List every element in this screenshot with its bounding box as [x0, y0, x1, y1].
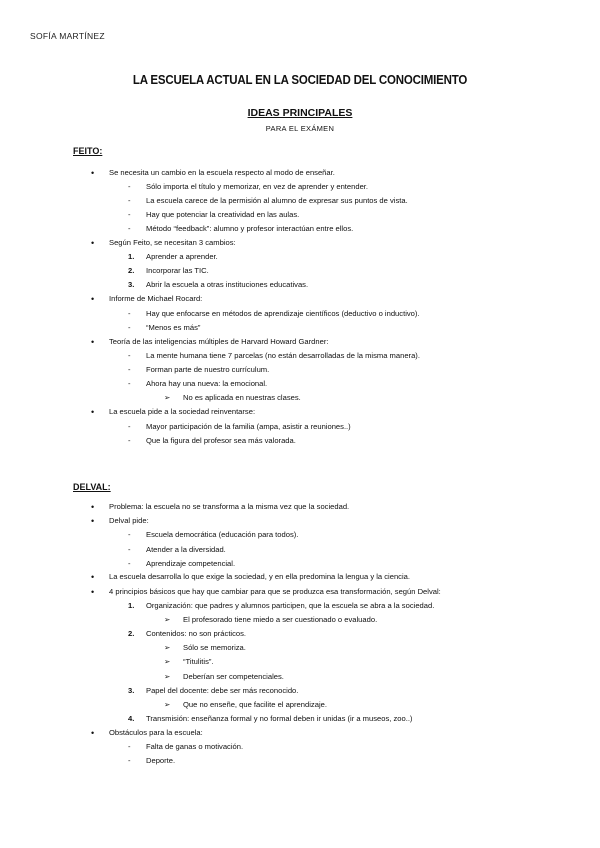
bullet-marker: •: [91, 238, 95, 248]
list-item: Informe de Michael Rocard:: [109, 294, 203, 303]
list-item: “Titulitis”.: [183, 657, 214, 666]
dash-marker: -: [128, 545, 131, 554]
list-item: Aprender a aprender.: [146, 252, 218, 261]
list-item: La escuela carece de la permisión al alumno de expresar sus puntos de vista.: [146, 196, 408, 205]
document-title: LA ESCUELA ACTUAL EN LA SOCIEDAD DEL CONOCIMIENTO: [132, 73, 468, 87]
list-item: Hay que enfocarse en métodos de aprendizaje científicos (deductivo o inductivo).: [146, 309, 420, 318]
list-item: Atender a la diversidad.: [146, 545, 226, 554]
number-marker: 1.: [128, 601, 135, 610]
dash-marker: -: [128, 559, 131, 568]
list-item: Sólo se memoriza.: [183, 643, 246, 652]
list-item: Contenidos: no son prácticos.: [146, 629, 247, 638]
dash-marker: -: [128, 196, 131, 205]
number-marker: 3.: [128, 686, 135, 695]
list-item: Se necesita un cambio en la escuela respecto al modo de enseñar.: [109, 168, 335, 177]
list-item: Escuela democrática (educación para todos).: [146, 530, 299, 539]
dash-marker: -: [128, 351, 131, 360]
arrow-marker-icon: ➢: [164, 700, 171, 709]
arrow-marker-icon: ➢: [164, 643, 171, 652]
list-item: 4 principios básicos que hay que cambiar para que se produzca esa transformación, según Delval:: [109, 587, 441, 596]
arrow-marker-icon: ➢: [164, 615, 171, 624]
number-marker: 4.: [128, 714, 135, 723]
dash-marker: -: [128, 742, 131, 751]
list-item: Sólo importa el título y memorizar, en vez de aprender y entender.: [146, 182, 369, 191]
list-item: Teoría de las inteligencias múltiples de Harvard Howard Gardner:: [109, 337, 329, 346]
number-marker: 2.: [128, 629, 135, 638]
list-item: Método “feedback”: alumno y profesor interactúan entre ellos.: [146, 224, 354, 233]
list-item: Forman parte de nuestro currículum.: [146, 365, 270, 374]
list-item: Que no enseñe, que facilite el aprendizaje.: [183, 700, 327, 709]
dash-marker: -: [128, 365, 131, 374]
arrow-marker-icon: ➢: [164, 657, 171, 666]
number-marker: 3.: [128, 280, 135, 289]
bullet-marker: •: [91, 516, 95, 526]
list-item: “Menos es más”: [146, 323, 201, 332]
list-item: No es aplicada en nuestras clases.: [183, 393, 301, 402]
bullet-marker: •: [91, 337, 95, 347]
list-item: Según Feito, se necesitan 3 cambios:: [109, 238, 236, 247]
list-item: La escuela desarrolla lo que exige la sociedad, y en ella predomina la lengua y la ciencia.: [109, 572, 410, 581]
bullet-marker: •: [91, 294, 95, 304]
dash-marker: -: [128, 309, 131, 318]
list-item: Papel del docente: debe ser más reconocido.: [146, 686, 299, 695]
document-subsubtitle: PARA EL EXÁMEN: [265, 124, 335, 133]
section-heading: DELVAL:: [73, 482, 111, 492]
dash-marker: -: [128, 210, 131, 219]
dash-marker: -: [128, 182, 131, 191]
bullet-marker: •: [91, 728, 95, 738]
dash-marker: -: [128, 422, 131, 431]
list-item: La mente humana tiene 7 parcelas (no están desarrolladas de la misma manera).: [146, 351, 420, 360]
list-item: Abrir la escuela a otras instituciones educativas.: [146, 280, 309, 289]
list-item: Transmisión: enseñanza formal y no formal deben ir unidas (ir a museos, zoo..): [146, 714, 413, 723]
dash-marker: -: [128, 436, 131, 445]
dash-marker: -: [128, 530, 131, 539]
list-item: Aprendizaje competencial.: [146, 559, 236, 568]
list-item: El profesorado tiene miedo a ser cuestionado o evaluado.: [183, 615, 378, 624]
list-item: Que la figura del profesor sea más valorada.: [146, 436, 296, 445]
bullet-marker: •: [91, 502, 95, 512]
bullet-marker: •: [91, 587, 95, 597]
dash-marker: -: [128, 224, 131, 233]
list-item: Mayor participación de la familia (ampa, asistir a reuniones..): [146, 422, 351, 431]
section-heading: FEITO:: [73, 146, 103, 156]
number-marker: 1.: [128, 252, 135, 261]
dash-marker: -: [128, 756, 131, 765]
author-name: SOFÍA MARTÍNEZ: [30, 31, 105, 41]
bullet-marker: •: [91, 407, 95, 417]
list-item: Incorporar las TIC.: [146, 266, 209, 275]
list-item: Delval pide:: [109, 516, 149, 525]
bullet-marker: •: [91, 572, 95, 582]
document-subtitle: IDEAS PRINCIPALES: [247, 107, 353, 119]
list-item: Problema: la escuela no se transforma a la misma vez que la sociedad.: [109, 502, 350, 511]
list-item: Hay que potenciar la creatividad en las aulas.: [146, 210, 300, 219]
arrow-marker-icon: ➢: [164, 672, 171, 681]
list-item: Falta de ganas o motivación.: [146, 742, 244, 751]
list-item: Deporte.: [146, 756, 176, 765]
arrow-marker-icon: ➢: [164, 393, 171, 402]
list-item: Deberían ser competenciales.: [183, 672, 284, 681]
dash-marker: -: [128, 323, 131, 332]
list-item: Obstáculos para la escuela:: [109, 728, 203, 737]
list-item: La escuela pide a la sociedad reinventarse:: [109, 407, 256, 416]
list-item: Ahora hay una nueva: la emocional.: [146, 379, 268, 388]
dash-marker: -: [128, 379, 131, 388]
bullet-marker: •: [91, 168, 95, 178]
number-marker: 2.: [128, 266, 135, 275]
list-item: Organización: que padres y alumnos participen, que la escuela se abra a la sociedad.: [146, 601, 435, 610]
